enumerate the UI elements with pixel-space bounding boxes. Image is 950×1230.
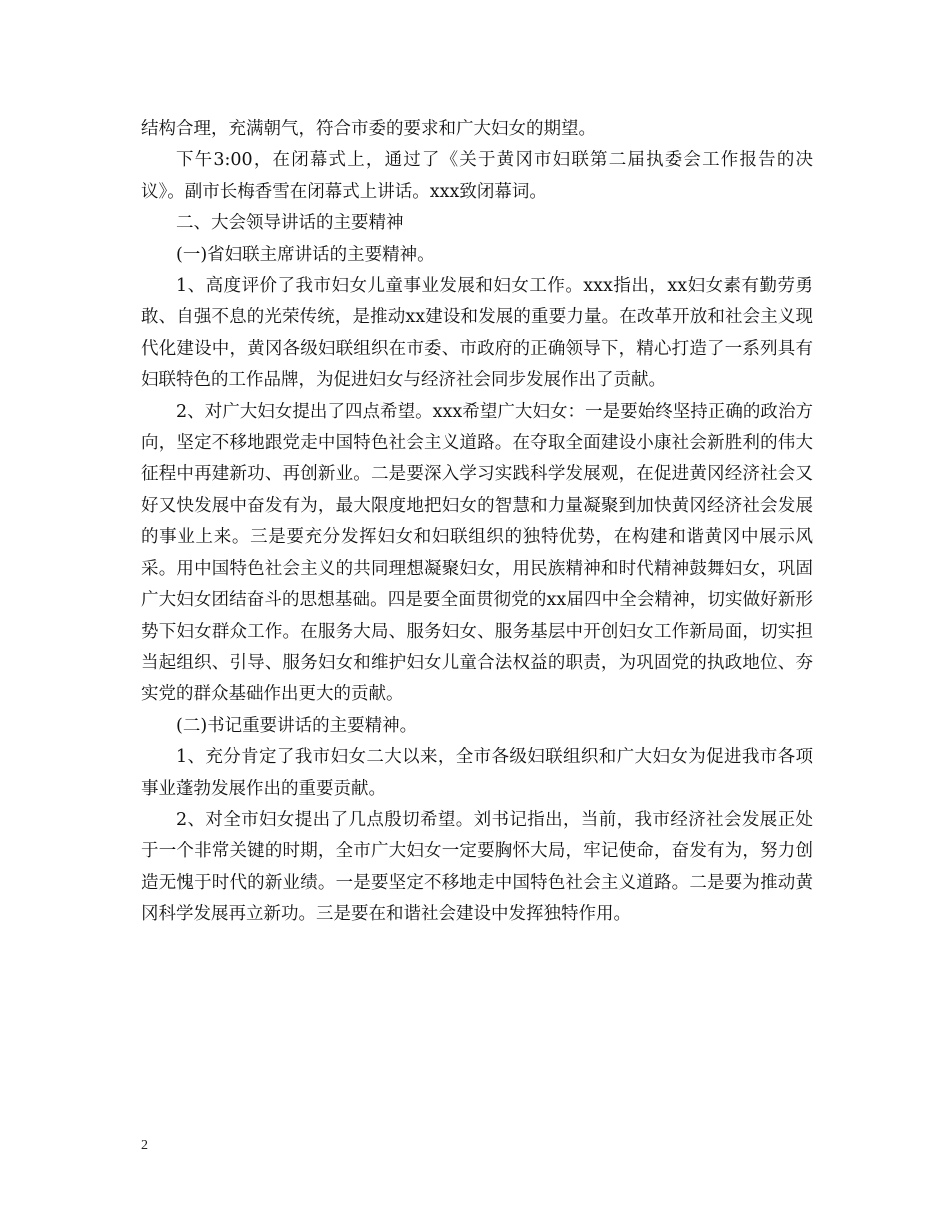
document-body xyxy=(141,114,813,931)
paragraph-2: 下午3:00，在闭幕式上，通过了《关于黄冈市妇联第二届执委会工作报告的决议》。副市长梅香雪在闭幕式上讲话。xxx致闭幕词。 xyxy=(141,150,813,202)
paragraph-point-2: 2、对广大妇女提出了四点希望。xxx希望广大妇女：一是要始终坚持正确的政治方向，坚定不移地跟党走中国特色社会主义道路。在夺取全面建设小康社会新胜利的伟大征程中再建新功、再创新业。二是要深入学习实践科学发展观，在促进黄冈经济社会又好又快发展中奋发有为，最大限度地把妇女的智慧和力量凝聚到加快黄冈经济社会发展的事业上来。三是要充分发挥妇女和妇联组织的独特优势，在构建和谐黄冈中展示风采。用中国特色社会主义的共同理想凝聚妇女，用民族精神和时代精神鼓舞妇女，巩固广大妇女团结奋斗的思想基础。四是要全面贯彻党的xx届四中全会精神，切实做好新形势下妇女群众工作。在服务大局、服务妇女、服务基层中开创妇女工作新局面，切实担当起组织、引导、服务妇女和维护妇女儿童合法权益的职责，为巩固党的执政地位、夯实党的群众基础作出更大的贡献。 xyxy=(141,401,813,705)
subsection-heading-1: (一)省妇联主席讲话的主要精神。 xyxy=(176,244,435,265)
section-heading-2: 二、大会领导讲话的主要精神 xyxy=(176,213,404,234)
paragraph-point-1: 1、高度评价了我市妇女儿童事业发展和妇女工作。xxx指出，xx妇女素有勤劳勇敢、自强不息的光荣传统，是推动xx建设和发展的重要力量。在改革开放和社会主义现代化建设中，黄冈各级妇联组织在市委、市政府的正确领导下，精心打造了一系列具有妇联特色的工作品牌，为促进妇女与经济社会同步发展作出了贡献。 xyxy=(141,276,813,391)
paragraph-1: 结构合理，充满朝气，符合市委的要求和广大妇女的期望。 xyxy=(141,119,596,139)
page-number: 2 xyxy=(141,1138,148,1153)
paragraph-point-4: 2、对全市妇女提出了几点殷切希望。刘书记指出，当前，我市经济社会发展正处于一个非常关键的时期，全市广大妇女一定要胸怀大局，牢记使命，奋发有为，努力创造无愧于时代的新业绩。一是要坚定不移地走中国特色社会主义道路。二是要为推动黄冈科学发展再立新功。三是要在和谐社会建设中发挥独特作用。 xyxy=(141,809,813,925)
paragraph-point-3: 1、充分肯定了我市妇女二大以来，全市各级妇联组织和广大妇女为促进我市各项事业蓬勃发展作出的重要贡献。 xyxy=(141,747,813,799)
subsection-heading-2: (二)书记重要讲话的主要精神。 xyxy=(176,715,418,736)
